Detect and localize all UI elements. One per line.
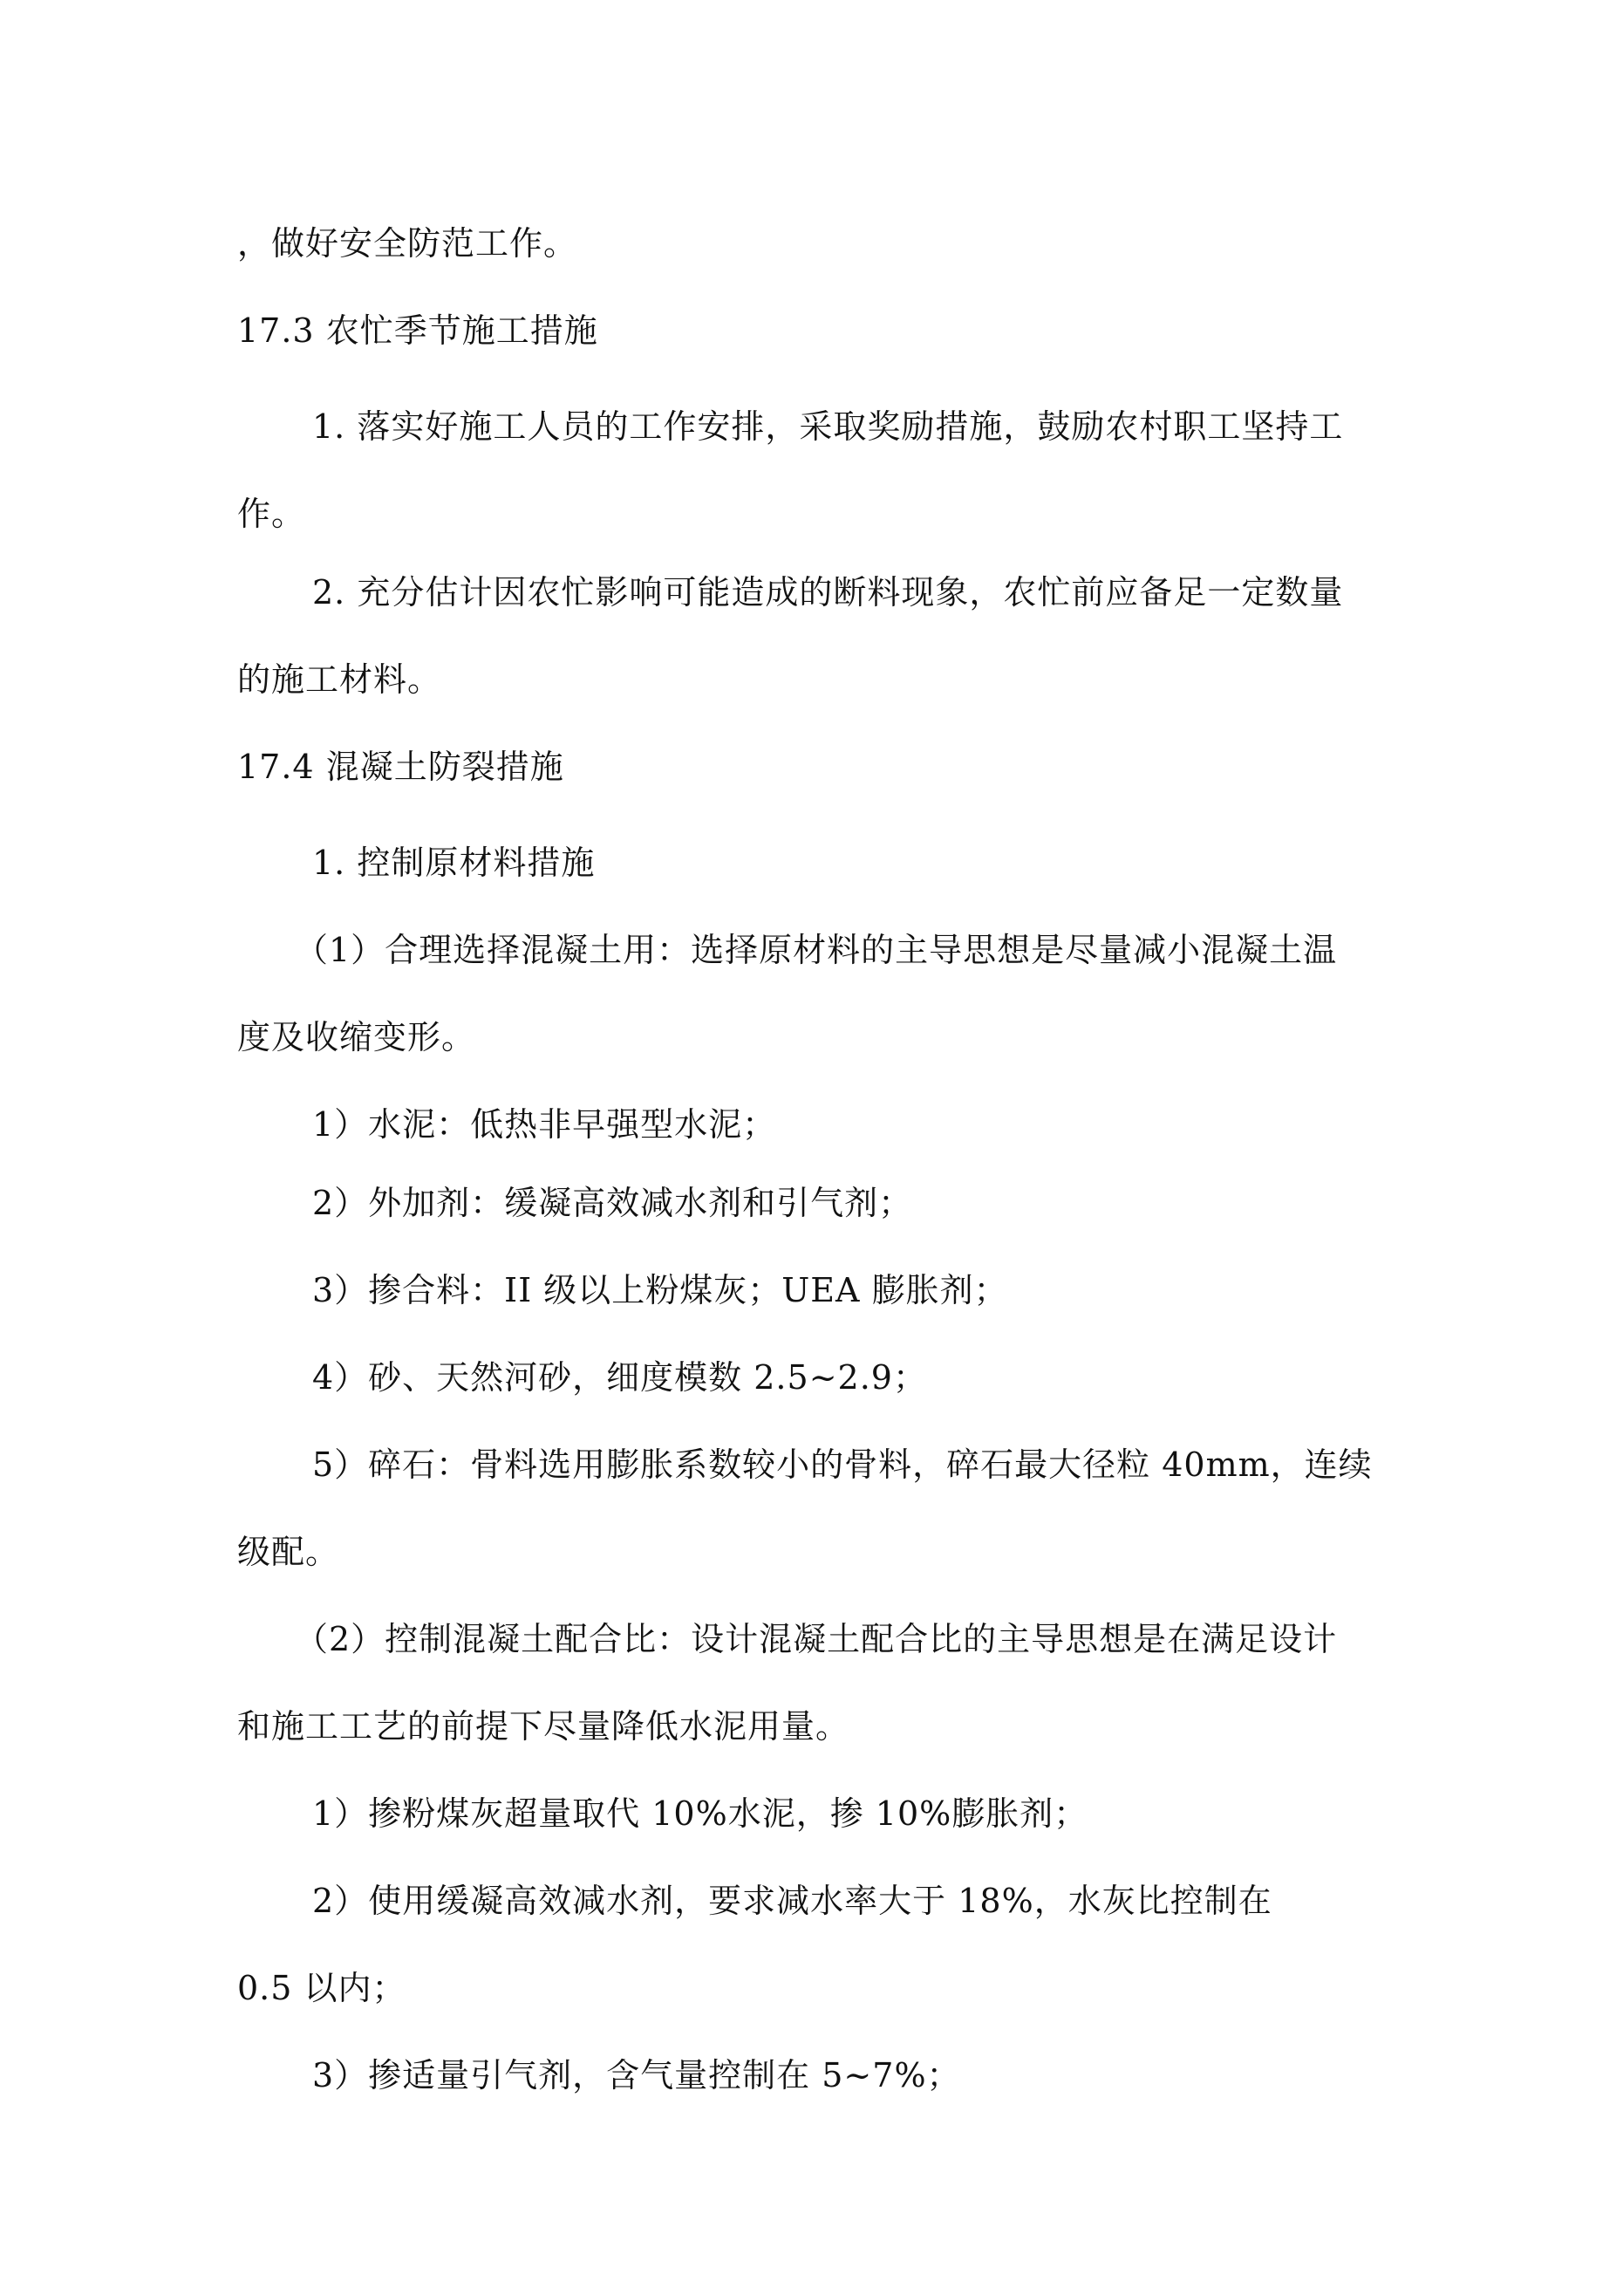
text-line-mineral: 3）掺合料：II 级以上粉煤灰；UEA 膨胀剂； [312, 1271, 1008, 1309]
text-line-sand: 4）砂、天然河砂，细度模数 2.5~2.9； [312, 1358, 927, 1397]
text-line-sub-2: （2）控制混凝土配合比：设计混凝土配合比的主导思想是在满足设计 [295, 1620, 1338, 1658]
text-line-air-entrain: 3）掺适量引气剂，含气量控制在 5~7%； [312, 2056, 961, 2094]
section-heading-17-4: 17.4 混凝土防裂措施 [237, 748, 564, 786]
text-line-gravel-cont: 级配。 [237, 1533, 340, 1571]
text-line-item-1-cont: 作。 [237, 495, 306, 533]
text-line-sub-2-cont: 和施工工艺的前提下尽量降低水泥用量。 [237, 1707, 850, 1746]
text-line-admixture: 2）外加剂：缓凝高效减水剂和引气剂； [312, 1184, 913, 1222]
text-line-subheading-1: 1. 控制原材料措施 [312, 844, 596, 882]
text-line-item-1: 1. 落实好施工人员的工作安排，采取奖励措施，鼓励农村职工坚持工 [312, 407, 1344, 446]
text-line-cement: 1）水泥：低热非早强型水泥； [312, 1105, 777, 1144]
text-line-item-2: 2. 充分估计因农忙影响可能造成的断料现象，农忙前应备足一定数量 [312, 573, 1344, 612]
text-line-sub-1: （1）合理选择混凝土用：选择原材料的主导思想是尽量减小混凝土温 [295, 931, 1338, 969]
text-line-continuation: ，做好安全防范工作。 [237, 224, 578, 263]
text-line-gravel: 5）碎石：骨料选用膨胀系数较小的骨料，碎石最大径粒 40mm，连续 [312, 1445, 1373, 1484]
text-line-item-2-cont: 的施工材料。 [237, 660, 442, 699]
text-line-flyash: 1）掺粉煤灰超量取代 10%水泥，掺 10%膨胀剂； [312, 1794, 1088, 1833]
text-line-reducer: 2）使用缓凝高效减水剂，要求减水率大于 18%，水灰比控制在 [312, 1882, 1272, 1920]
section-heading-17-3: 17.3 农忙季节施工措施 [237, 311, 598, 350]
text-line-sub-1-cont: 度及收缩变形。 [237, 1018, 476, 1056]
text-line-reducer-cont: 0.5 以内； [237, 1969, 406, 2007]
